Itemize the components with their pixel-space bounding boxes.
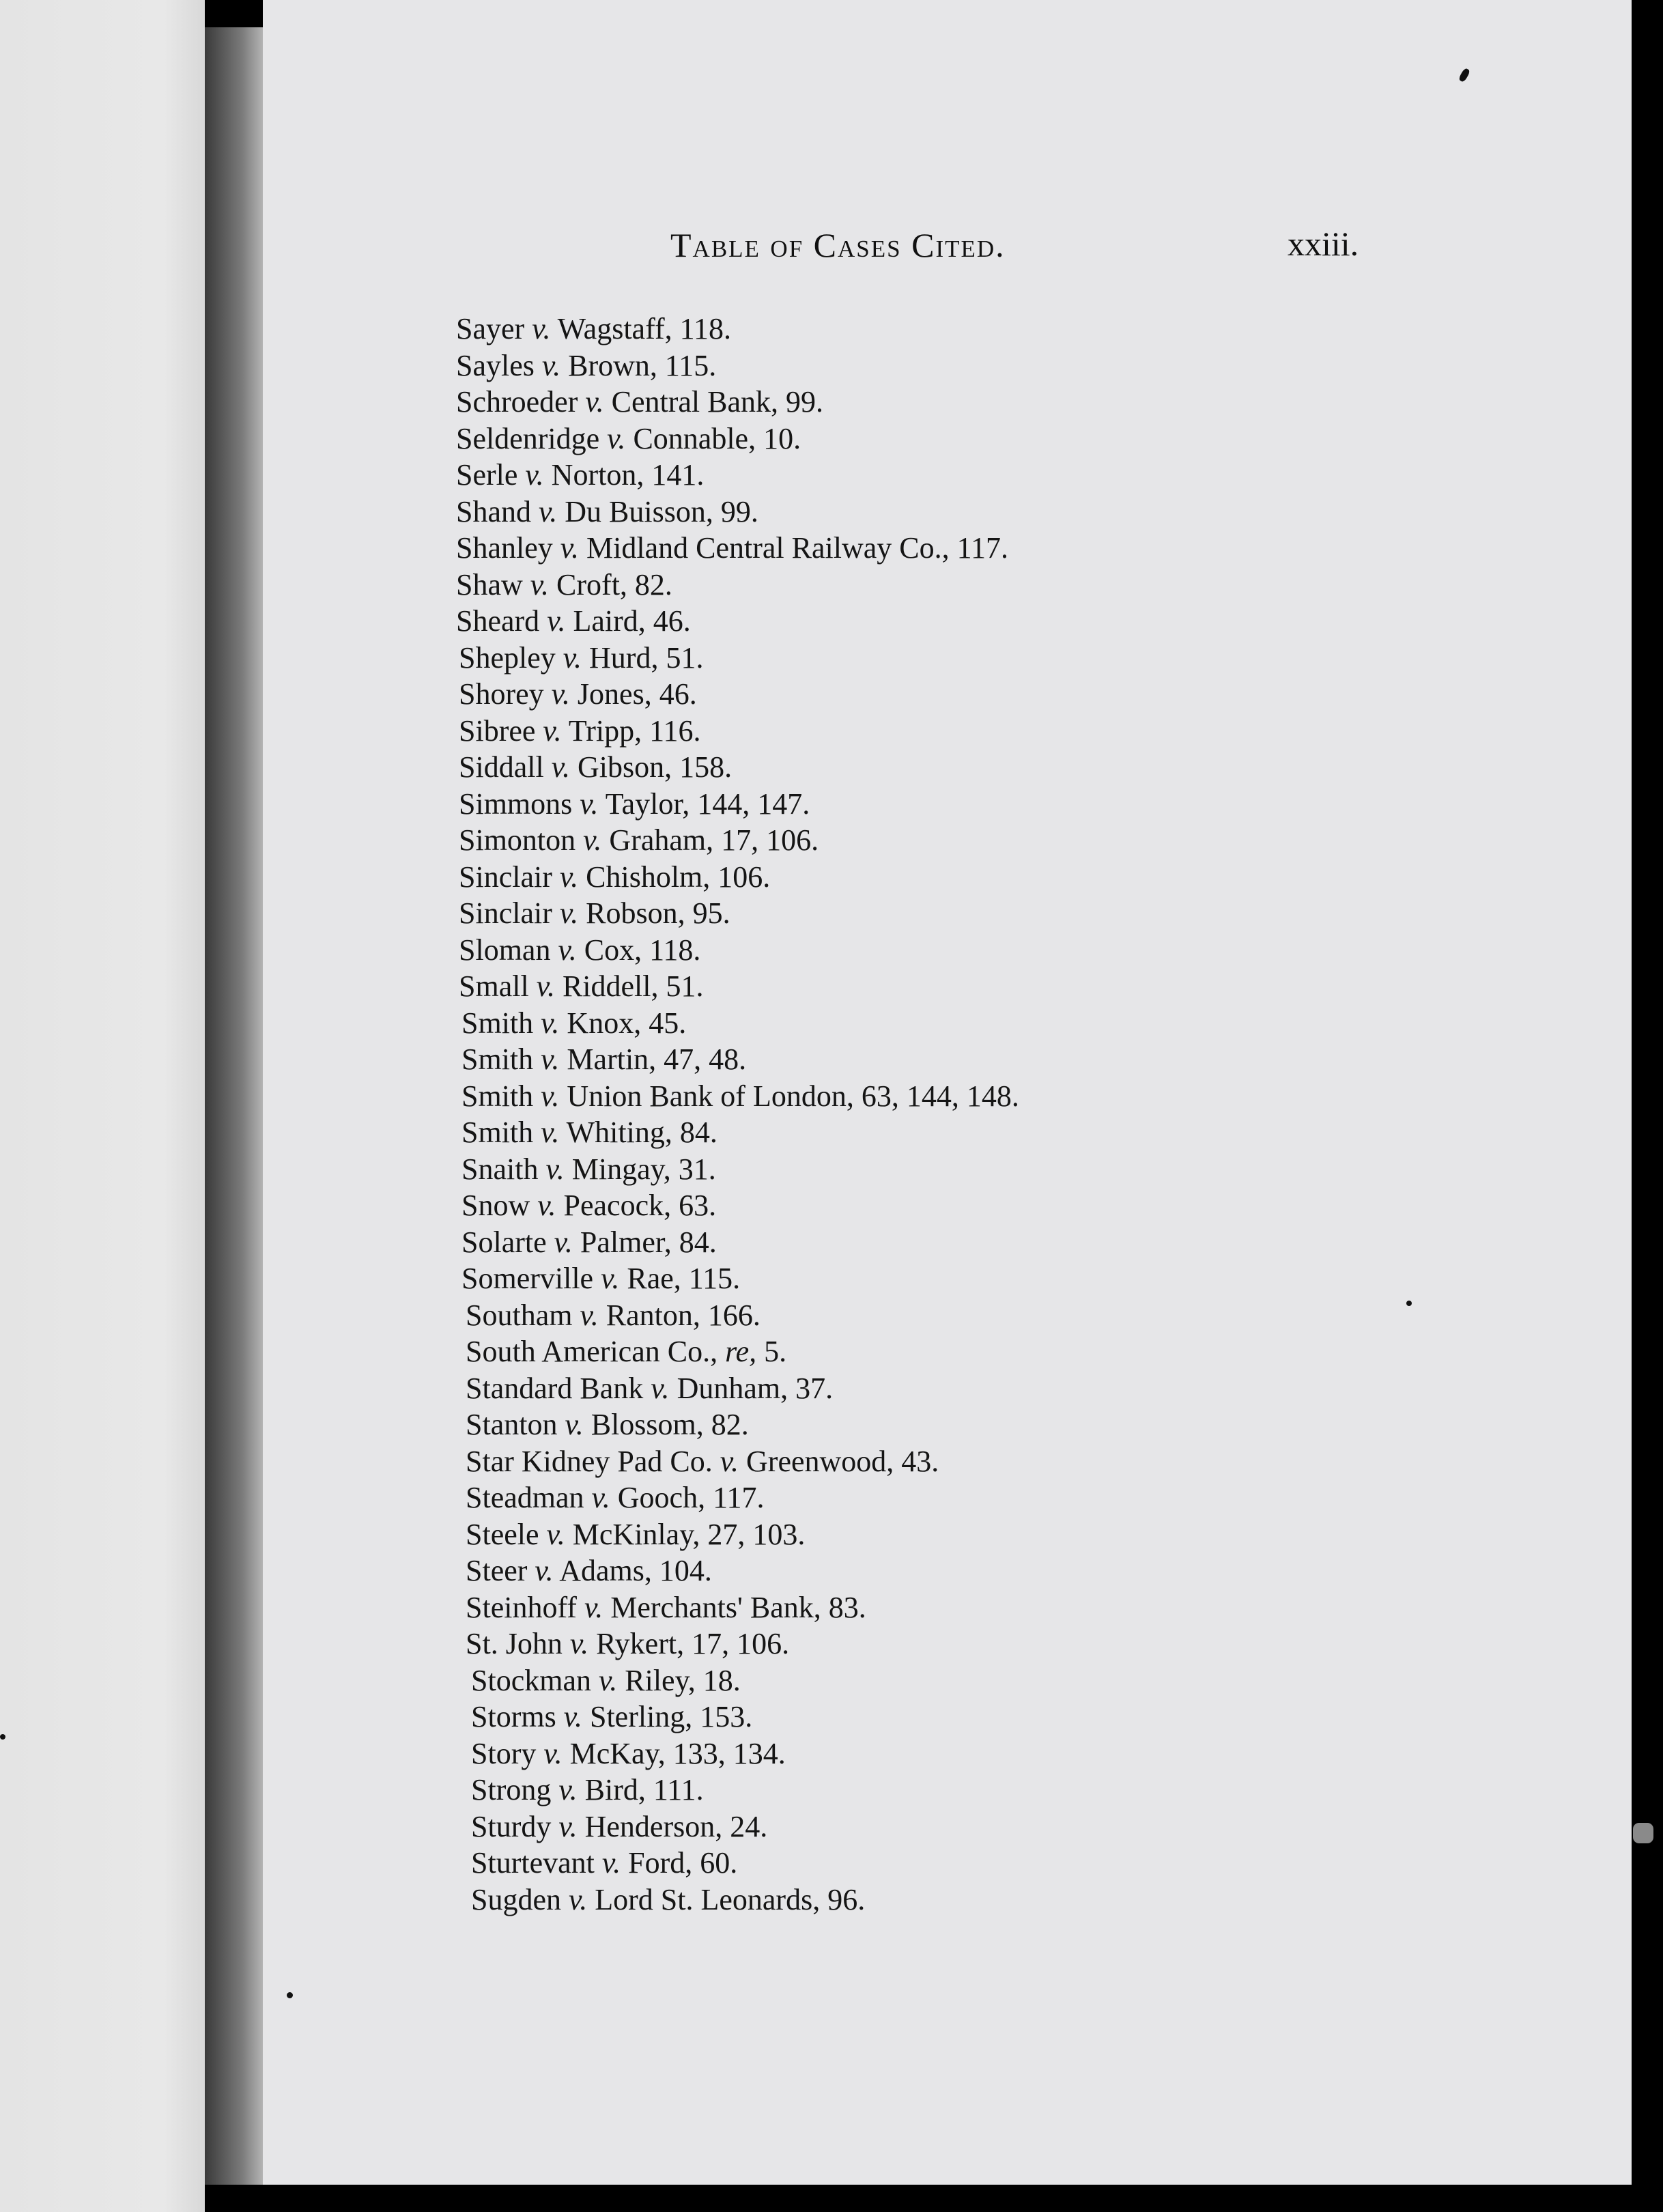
- case-versus: re,: [725, 1335, 757, 1368]
- case-entry: [456, 640, 1019, 677]
- case-entry: [456, 1114, 1019, 1151]
- case-entry: [456, 968, 1019, 1005]
- case-versus: v.: [541, 1043, 560, 1076]
- case-list: [456, 311, 1019, 1918]
- case-defendant-and-pages: Connable, 10.: [633, 421, 801, 455]
- case-defendant-and-pages: Chisholm, 106.: [586, 860, 771, 894]
- case-versus: v.: [546, 1517, 565, 1551]
- case-defendant-and-pages: Brown, 115.: [568, 348, 717, 382]
- case-plaintiff: Small: [459, 969, 529, 1003]
- case-versus: v.: [536, 969, 555, 1003]
- case-plaintiff: Sloman: [459, 933, 551, 967]
- case-entry: [456, 1370, 1019, 1407]
- case-entry: [456, 1224, 1019, 1261]
- case-versus: v.: [530, 567, 550, 601]
- case-versus: v.: [563, 1700, 582, 1733]
- case-entry: [456, 384, 1019, 421]
- case-entry: [456, 1845, 1019, 1882]
- case-defendant-and-pages: Rae, 115.: [627, 1262, 741, 1295]
- case-plaintiff: Stockman: [471, 1663, 591, 1697]
- case-plaintiff: Sturtevant: [471, 1846, 595, 1880]
- case-versus: v.: [551, 677, 570, 711]
- case-versus: v.: [607, 421, 626, 455]
- case-versus: v.: [563, 640, 582, 675]
- case-plaintiff: Smith: [461, 1043, 534, 1076]
- case-versus: v.: [547, 604, 566, 638]
- case-versus: v.: [537, 1189, 556, 1222]
- case-defendant-and-pages: Graham, 17, 106.: [609, 823, 819, 857]
- case-versus: v.: [545, 1152, 565, 1186]
- case-plaintiff: Solarte: [461, 1225, 547, 1259]
- case-versus: v.: [601, 1846, 621, 1880]
- case-plaintiff: Sheard: [456, 604, 540, 638]
- case-entry: [456, 421, 1019, 457]
- case-plaintiff: Standard Bank: [466, 1371, 644, 1405]
- case-entry: [456, 603, 1019, 640]
- case-plaintiff: Shanley: [456, 531, 553, 565]
- case-plaintiff: Shepley: [459, 640, 556, 675]
- case-entry: [456, 1699, 1019, 1735]
- case-defendant-and-pages: Robson, 95.: [586, 896, 730, 930]
- case-plaintiff: Sibree: [459, 713, 536, 748]
- case-defendant-and-pages: Rykert, 17, 106.: [596, 1627, 790, 1660]
- case-defendant-and-pages: Croft, 82.: [556, 567, 672, 601]
- case-defendant-and-pages: Greenwood, 43.: [746, 1444, 939, 1478]
- case-entry: [456, 786, 1019, 823]
- case-plaintiff: Sugden: [471, 1882, 561, 1916]
- case-versus: v.: [541, 1079, 560, 1113]
- case-entry: [456, 1626, 1019, 1662]
- case-plaintiff: Serle: [456, 458, 518, 492]
- case-defendant-and-pages: Ford, 60.: [628, 1846, 738, 1880]
- case-defendant-and-pages: Riley, 18.: [625, 1663, 741, 1697]
- case-entry: [456, 1662, 1019, 1699]
- case-plaintiff: Sinclair: [459, 860, 552, 894]
- case-versus: v.: [558, 1773, 578, 1806]
- case-defendant-and-pages: Union Bank of London, 63, 144, 148.: [567, 1079, 1019, 1113]
- case-entry: [456, 713, 1019, 750]
- case-plaintiff: Stanton: [466, 1408, 558, 1441]
- case-plaintiff: Smith: [461, 1116, 534, 1149]
- case-versus: v.: [558, 1809, 578, 1843]
- case-versus: v.: [601, 1262, 620, 1295]
- case-defendant-and-pages: Jones, 46.: [577, 677, 697, 711]
- case-plaintiff: Somerville: [461, 1262, 594, 1295]
- case-entry: [456, 1297, 1019, 1334]
- case-entry: [456, 1443, 1019, 1480]
- case-plaintiff: Story: [471, 1736, 537, 1770]
- case-defendant-and-pages: Peacock, 63.: [563, 1189, 717, 1222]
- case-plaintiff: Shaw: [456, 567, 523, 601]
- case-plaintiff: Simmons: [459, 786, 573, 821]
- scan-speck: [1406, 1301, 1412, 1306]
- case-plaintiff: Steele: [466, 1517, 539, 1551]
- case-entry: [456, 530, 1019, 567]
- case-entry: [456, 1333, 1019, 1370]
- case-plaintiff: Snow: [461, 1189, 530, 1222]
- case-plaintiff: Smith: [461, 1079, 534, 1113]
- case-entry: [456, 1151, 1019, 1188]
- page-number: xxiii.: [1288, 225, 1359, 263]
- case-versus: v.: [720, 1444, 739, 1478]
- running-head-title: Table of Cases Cited.: [670, 226, 1006, 264]
- case-versus: v.: [532, 312, 551, 345]
- case-entry: [456, 1809, 1019, 1845]
- case-entry: [456, 1589, 1019, 1626]
- case-entry: [456, 1260, 1019, 1297]
- case-plaintiff: South American Co.,: [466, 1335, 718, 1368]
- case-plaintiff: Sinclair: [459, 896, 552, 930]
- case-plaintiff: Star Kidney Pad Co.: [466, 1444, 713, 1478]
- case-defendant-and-pages: Whiting, 84.: [566, 1116, 717, 1149]
- case-defendant-and-pages: Gibson, 158.: [577, 750, 733, 784]
- case-defendant-and-pages: Wagstaff, 118.: [557, 312, 731, 345]
- scan-border: [1632, 0, 1663, 2212]
- scan-speck: [287, 1992, 293, 1998]
- case-defendant-and-pages: Blossom, 82.: [591, 1408, 749, 1441]
- case-plaintiff: Strong: [471, 1773, 552, 1806]
- case-versus: v.: [551, 750, 570, 784]
- case-plaintiff: Storms: [471, 1700, 556, 1733]
- case-defendant-and-pages: Central Bank, 99.: [611, 385, 824, 419]
- case-entry: [456, 895, 1019, 932]
- case-versus: v.: [525, 458, 544, 492]
- case-versus: v.: [554, 1225, 573, 1259]
- case-entry: [456, 1187, 1019, 1224]
- case-defendant-and-pages: Du Buisson, 99.: [565, 494, 758, 528]
- case-versus: v.: [580, 1298, 599, 1332]
- case-versus: v.: [535, 1554, 554, 1587]
- scan-speck: [1633, 1823, 1653, 1843]
- case-defendant-and-pages: Riddell, 51.: [562, 969, 704, 1003]
- case-versus: v.: [584, 1590, 603, 1624]
- case-entry: [456, 932, 1019, 969]
- case-defendant-and-pages: Henderson, 24.: [584, 1809, 768, 1843]
- case-entry: [456, 822, 1019, 859]
- case-plaintiff: St. John: [466, 1627, 563, 1660]
- case-defendant-and-pages: Gooch, 117.: [617, 1481, 765, 1514]
- case-defendant-and-pages: 5.: [764, 1335, 787, 1368]
- case-plaintiff: Steadman: [466, 1481, 584, 1514]
- case-plaintiff: Sayles: [456, 348, 535, 382]
- case-defendant-and-pages: Midland Central Railway Co., 117.: [586, 531, 1008, 565]
- case-versus: v.: [541, 348, 561, 382]
- case-defendant-and-pages: Ranton, 166.: [606, 1298, 761, 1332]
- case-plaintiff: Sturdy: [471, 1809, 552, 1843]
- case-entry: [456, 1516, 1019, 1553]
- case-defendant-and-pages: Mingay, 31.: [571, 1152, 716, 1186]
- case-versus: v.: [559, 860, 579, 894]
- case-entry: [456, 859, 1019, 896]
- case-versus: v.: [539, 494, 558, 528]
- case-entry: [456, 749, 1019, 786]
- case-plaintiff: Smith: [461, 1006, 534, 1040]
- case-versus: v.: [591, 1481, 610, 1514]
- case-defendant-and-pages: McKinlay, 27, 103.: [572, 1517, 806, 1551]
- case-entry: [456, 1078, 1019, 1115]
- case-versus: v.: [651, 1371, 670, 1405]
- case-versus: v.: [541, 1006, 560, 1040]
- case-entry: [456, 1735, 1019, 1772]
- case-defendant-and-pages: Knox, 45.: [567, 1006, 687, 1040]
- case-plaintiff: Siddall: [459, 750, 544, 784]
- case-defendant-and-pages: Martin, 47, 48.: [567, 1043, 747, 1076]
- case-defendant-and-pages: Lord St. Leonards, 96.: [595, 1882, 866, 1916]
- case-entry: [456, 348, 1019, 384]
- case-defendant-and-pages: Cox, 118.: [584, 933, 701, 967]
- case-versus: v.: [559, 896, 579, 930]
- scan-speck: [0, 1734, 5, 1740]
- case-versus: v.: [541, 1116, 560, 1149]
- case-versus: v.: [583, 823, 602, 857]
- case-plaintiff: Simonton: [459, 823, 576, 857]
- case-entry: [456, 1479, 1019, 1516]
- case-plaintiff: Snaith: [461, 1152, 539, 1186]
- case-entry: [456, 457, 1019, 494]
- case-plaintiff: Steinhoff: [466, 1590, 577, 1624]
- case-plaintiff: Schroeder: [456, 385, 578, 419]
- case-plaintiff: Sayer: [456, 312, 525, 345]
- book-gutter-shadow: [205, 27, 266, 2185]
- case-entry: [456, 676, 1019, 713]
- case-entry: [456, 494, 1019, 530]
- case-versus: v.: [558, 933, 577, 967]
- case-entry: [456, 1406, 1019, 1443]
- case-entry: [456, 1552, 1019, 1589]
- case-defendant-and-pages: Bird, 111.: [584, 1773, 704, 1806]
- case-defendant-and-pages: Laird, 46.: [573, 604, 691, 638]
- case-defendant-and-pages: Palmer, 84.: [580, 1225, 717, 1259]
- case-versus: v.: [580, 786, 599, 821]
- case-defendant-and-pages: Hurd, 51.: [589, 640, 704, 675]
- case-entry: [456, 1041, 1019, 1078]
- case-defendant-and-pages: Adams, 104.: [559, 1554, 712, 1587]
- case-versus: v.: [565, 1408, 584, 1441]
- case-defendant-and-pages: Taylor, 144, 147.: [605, 786, 810, 821]
- case-plaintiff: Steer: [466, 1554, 528, 1587]
- case-versus: v.: [598, 1663, 618, 1697]
- case-plaintiff: Shand: [456, 494, 531, 528]
- facing-page-edge: [0, 0, 205, 2212]
- case-versus: v.: [543, 713, 562, 748]
- case-defendant-and-pages: Tripp, 116.: [568, 713, 701, 748]
- case-versus: v.: [569, 1882, 588, 1916]
- case-versus: v.: [569, 1627, 589, 1660]
- case-defendant-and-pages: Dunham, 37.: [677, 1371, 834, 1405]
- case-plaintiff: Southam: [466, 1298, 573, 1332]
- case-defendant-and-pages: McKay, 133, 134.: [569, 1736, 786, 1770]
- case-defendant-and-pages: Sterling, 153.: [589, 1700, 753, 1733]
- case-entry: [456, 1772, 1019, 1809]
- case-versus: v.: [543, 1736, 563, 1770]
- case-plaintiff: Seldenridge: [456, 421, 600, 455]
- case-entry: [456, 1005, 1019, 1042]
- case-defendant-and-pages: Norton, 141.: [551, 458, 705, 492]
- case-entry: [456, 311, 1019, 348]
- case-versus: v.: [560, 531, 580, 565]
- case-versus: v.: [585, 385, 604, 419]
- case-defendant-and-pages: Merchants' Bank, 83.: [610, 1590, 866, 1624]
- case-entry: [456, 1882, 1019, 1918]
- case-plaintiff: Shorey: [459, 677, 544, 711]
- case-entry: [456, 567, 1019, 604]
